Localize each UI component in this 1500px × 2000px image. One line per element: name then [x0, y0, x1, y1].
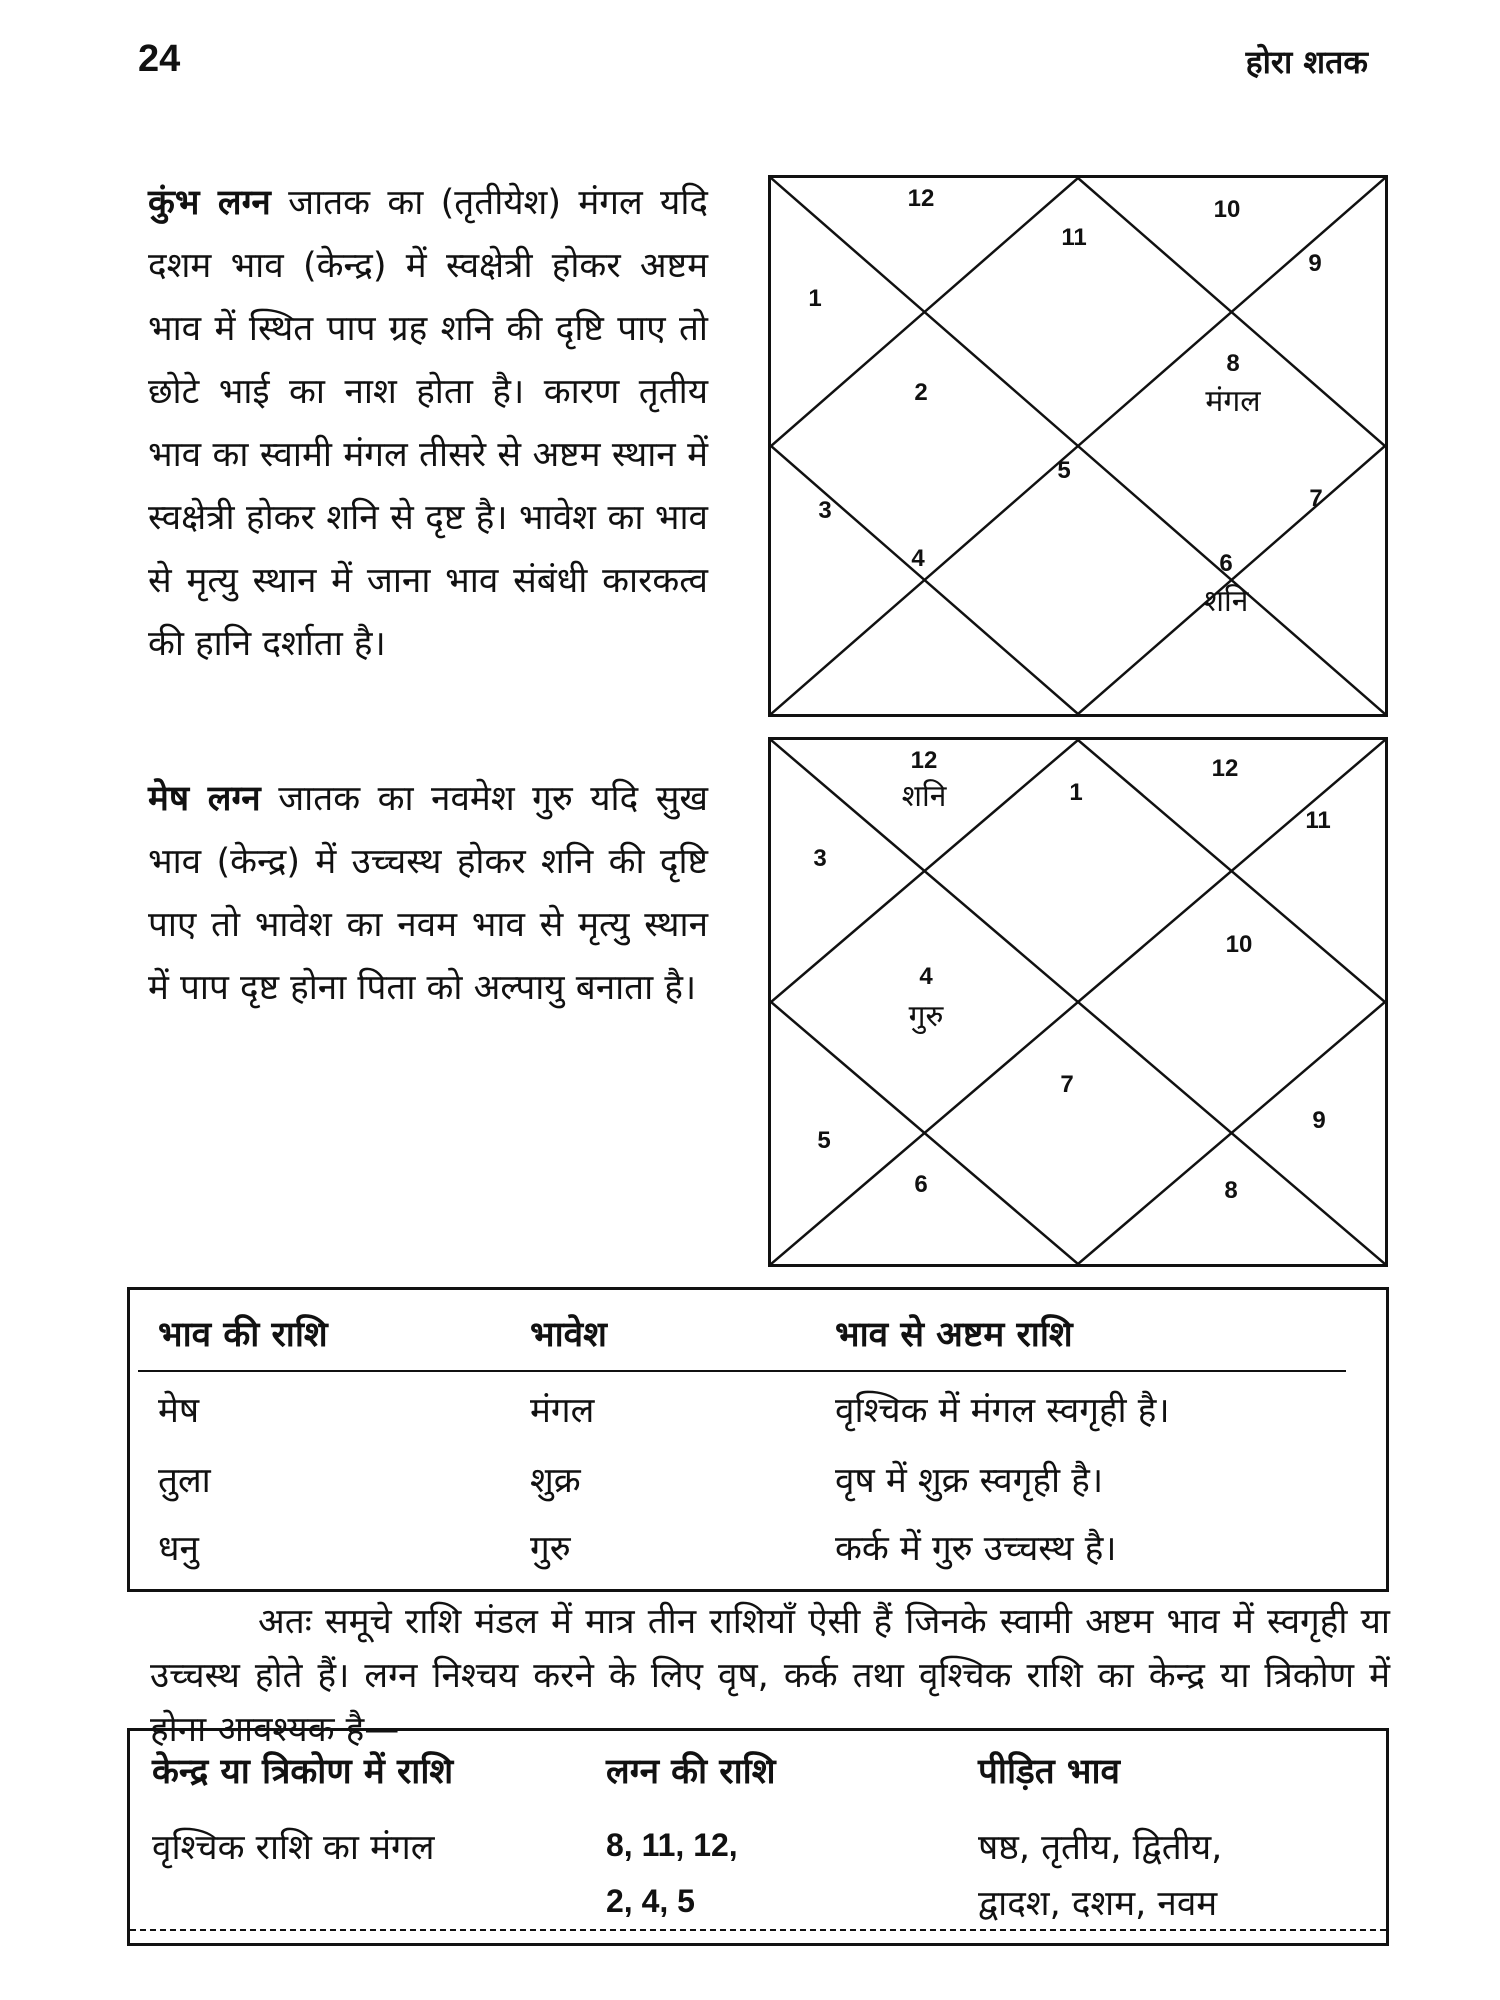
table-header: भाव की राशि [158, 1315, 328, 1355]
table-cell: मेष [158, 1391, 200, 1431]
table-cell: शुक्र [530, 1461, 581, 1501]
planet-label: शनि [1203, 584, 1249, 619]
house-number: 7 [1309, 485, 1323, 512]
paragraph-mesh-lagna [148, 768, 708, 1020]
chart-diagram [771, 178, 1385, 714]
table-ashtam-rashi [127, 1287, 1389, 1592]
house-number: 12 [910, 747, 938, 774]
planet-label: गुरु [908, 999, 944, 1034]
house-number: 2 [914, 379, 928, 406]
house-number: 4 [911, 545, 925, 572]
paragraph-conclusion: अतः समूचे राशि मंडल में मात्र तीन राशियाँ ऐसी हैं जिनके स्वामी अष्टम भाव में स्वगृही या उच्चस्थ होते हैं। लग्न निश्चय करने के लिए वृष, कर्क तथा वृश्चिक राशि का केन्द्र या त्रिकोण में होना आवश्यक है— [150, 1602, 1390, 1750]
horoscope-chart-mesh [768, 737, 1388, 1267]
table-header: भाव से अष्टम राशि [835, 1315, 1073, 1355]
table-header: लग्न की राशि [606, 1752, 776, 1792]
table-cell: गुरु [530, 1529, 571, 1569]
table-header: पीड़ित भाव [978, 1752, 1121, 1792]
house-number: 1 [1069, 779, 1083, 806]
house-number: 8 [1224, 1177, 1238, 1204]
table-cell: मंगल [530, 1391, 595, 1431]
paragraph-body: जातक का (तृतीयेश) मंगल यदि दशम भाव (केन्द्र) में स्वक्षेत्री होकर अष्टम भाव में स्थित पाप ग्रह शनि की दृष्टि पाए तो छोटे भाई का नाश होता है। कारण तृतीय भाव का स्वामी मंगल तीसरे से अष्टम स्थान में स्वक्षेत्री होकर शनि से दृष्ट है। भावेश का भाव से मृत्यु स्थान में जाना भाव संबंधी कारकत्व की हानि दर्शाता है। [148, 183, 708, 664]
house-number: 8 [1226, 350, 1240, 377]
chart-diagram [771, 740, 1385, 1264]
table-cell: 8, 11, 12, [606, 1827, 738, 1863]
paragraph-lead: कुंभ लग्न [148, 183, 271, 223]
planet-label: शनि [901, 779, 947, 814]
header-divider [138, 1370, 1346, 1372]
house-number: 5 [1057, 457, 1071, 484]
house-number: 10 [1213, 196, 1241, 223]
table-peedit-bhav [127, 1728, 1389, 1946]
house-number: 9 [1308, 250, 1322, 277]
table-cell: कर्क में गुरु उच्चस्थ है। [835, 1529, 1117, 1569]
running-head: होरा शतक [1245, 43, 1368, 81]
planet-label: मंगल [1205, 384, 1261, 419]
table-header: भावेश [530, 1315, 607, 1355]
house-number: 3 [813, 845, 827, 872]
bottom-divider [130, 1929, 1386, 1931]
horoscope-chart-kumbh [768, 175, 1388, 717]
table-cell: तुला [158, 1461, 211, 1501]
paragraph-body: जातक का नवमेश गुरु यदि सुख भाव (केन्द्र) में उच्चस्थ होकर शनि की दृष्टि पाए तो भावेश का नवम भाव से मृत्यु स्थान में पाप दृष्ट होना पिता को अल्पायु बनाता है। [148, 779, 708, 1008]
house-number: 11 [1061, 224, 1087, 251]
paragraph-kumbh-lagna [148, 172, 708, 676]
table-cell: वृश्चिक राशि का मंगल [152, 1828, 435, 1868]
house-number: 12 [907, 185, 935, 212]
house-number: 6 [1219, 550, 1233, 577]
house-number: 9 [1312, 1107, 1326, 1134]
house-number: 1 [808, 285, 822, 312]
house-number: 10 [1225, 931, 1253, 958]
table-cell: धनु [158, 1529, 199, 1569]
table-cell: द्वादश, दशम, नवम [978, 1884, 1218, 1924]
house-number: 6 [914, 1171, 928, 1198]
house-number: 3 [818, 497, 832, 524]
page-number: 24 [138, 38, 181, 80]
table-cell: 2, 4, 5 [606, 1883, 695, 1919]
paragraph-lead: मेष लग्न [148, 779, 261, 819]
table-cell: षष्ठ, तृतीय, द्वितीय, [978, 1828, 1223, 1868]
house-number: 7 [1060, 1071, 1074, 1098]
house-number: 5 [817, 1127, 831, 1154]
table-header: केन्द्र या त्रिकोण में राशि [152, 1752, 454, 1792]
table-cell: वृश्चिक में मंगल स्वगृही है। [835, 1391, 1170, 1431]
house-number: 11 [1305, 807, 1331, 834]
house-number: 12 [1211, 755, 1239, 782]
house-number: 4 [919, 963, 933, 990]
table-cell: वृष में शुक्र स्वगृही है। [835, 1461, 1104, 1501]
